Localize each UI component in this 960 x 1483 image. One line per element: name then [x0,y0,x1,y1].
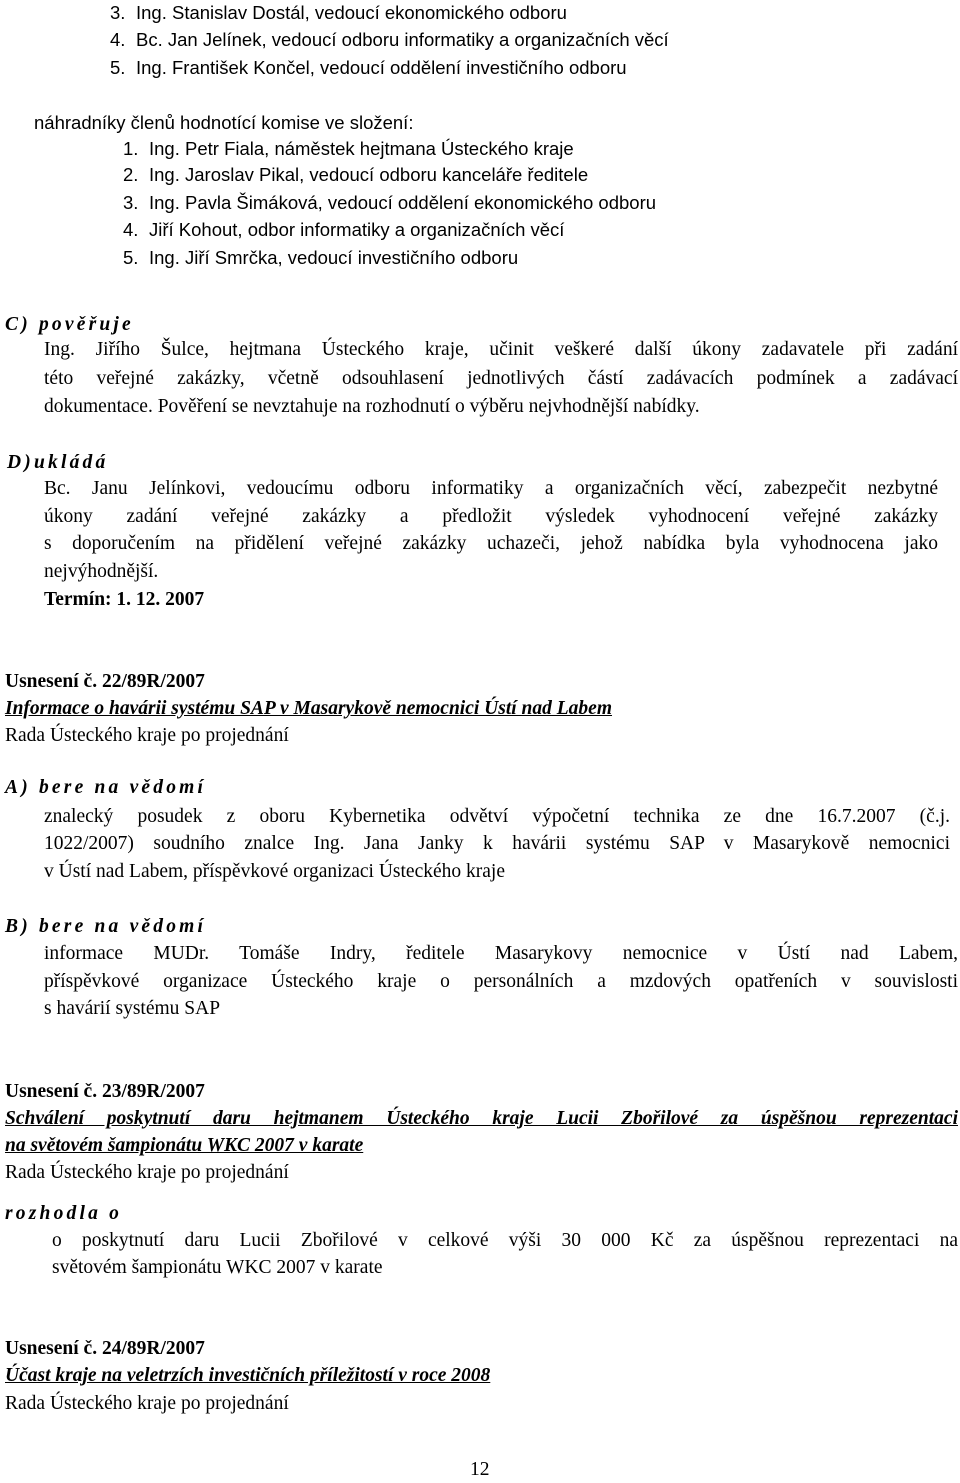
resolution-title: Schválení poskytnutí daru hejtmanem Ústeckého kraje Lucii Zbořilové za úspěšnou reprezentaci [5,1108,958,1129]
list-item [123,190,656,216]
list-number: 5. [123,247,139,268]
list-number: 2. [123,164,139,185]
list-item [123,162,588,188]
resolution-title: na světovém šampionátu WKC 2007 v karate [5,1135,364,1156]
resolution-intro: Rada Ústeckého kraje po projednání [5,1162,289,1183]
list-item [110,0,567,26]
deadline: Termín: 1. 12. 2007 [44,589,205,610]
section-d-line: nejvýhodnější. [44,561,159,582]
section-b-line: příspěvkové organizace Ústeckého kraje o personálních a mzdových opatřeních v souvislosti [44,971,958,992]
list-text: Jiří Kohout, odbor informatiky a organizačních věcí [149,219,565,240]
section-b-line: s havárií systému SAP [44,998,221,1019]
list-number: 3. [110,2,126,23]
list-number: 3. [123,192,139,213]
section-b-line: informace MUDr. Tomáše Indry, ředitele Masarykovy nemocnice v Ústí nad Labem, [44,943,958,964]
list-text: Ing. Stanislav Dostál, vedoucí ekonomického odboru [136,2,567,23]
list-item [123,245,518,271]
list-text: Ing. Jiří Smrčka, vedoucí investičního odboru [149,247,519,268]
section-a-heading: A) bere na vědomí [5,777,207,798]
section-a-line: znalecký posudek z oboru Kybernetika odvětví výpočetní technika ze dne 16.7.2007 (č.j. [44,806,950,827]
list-text: Ing. Jaroslav Pikal, vedoucí odboru kanceláře ředitele [149,164,589,185]
section-c-line: této veřejné zakázky, včetně odsouhlasení jednotlivých částí zadávacích podmínek a zadávací [44,368,958,389]
section-d-line: s doporučením na přidělení veřejné zakázky uchazeči, jehož nabídka byla vyhodnocena jako [44,533,938,554]
page-number: 12 [470,1459,490,1480]
list-text: Ing. Petr Fiala, náměstek hejtmana Ústeckého kraje [149,138,574,159]
decision-heading: rozhodla o [5,1203,123,1224]
decision-line: o poskytnutí daru Lucii Zbořilové v celkové výši 30 000 Kč za úspěšnou reprezentaci na [52,1230,958,1251]
list-text: Ing. Pavla Šimáková, vedoucí oddělení ekonomického odboru [149,192,657,213]
section-a-line: 1022/2007) soudního znalce Ing. Jana Janky k havárii systému SAP v Masarykově nemocnici [44,833,950,854]
resolution-number: Usnesení č. 23/89R/2007 [5,1081,205,1102]
section-b-heading: B) bere na vědomí [5,916,207,937]
list-text: Ing. František Končel, vedoucí oddělení investičního odboru [136,57,627,78]
list-item [123,136,574,162]
resolution-title: Informace o havárii systému SAP v Masarykově nemocnici Ústí nad Labem [5,698,613,719]
resolution-intro: Rada Ústeckého kraje po projednání [5,1393,289,1414]
resolution-title: Účast kraje na veletrzích investičních příležitostí v roce 2008 [5,1365,491,1386]
list-item [123,217,564,243]
resolution-intro: Rada Ústeckého kraje po projednání [5,725,289,746]
section-d-line: úkony zadání veřejné zakázky a předložit výsledek vyhodnocení veřejné zakázky [44,506,938,527]
list-number: 4. [110,29,126,50]
section-a-line: v Ústí nad Labem, příspěvkové organizaci Ústeckého kraje [44,861,505,882]
section-c-heading: C) pověřuje [5,314,134,335]
list-text: Bc. Jan Jelínek, vedoucí odboru informatiky a organizačních věcí [136,29,669,50]
list-item [110,27,669,53]
substitutes-heading: náhradníky členů hodnotící komise ve složení: [34,112,414,133]
list-number: 4. [123,219,139,240]
resolution-number: Usnesení č. 22/89R/2007 [5,671,205,692]
section-d-line: Bc. Janu Jelínkovi, vedoucímu odboru informatiky a organizačních věcí, zabezpečit nezbytné [44,478,938,499]
list-number: 5. [110,57,126,78]
section-c-line: dokumentace. Pověření se nevztahuje na rozhodnutí o výběru nejvhodnější nabídky. [44,396,700,417]
section-c-line: Ing. Jiřího Šulce, hejtmana Ústeckého kraje, učinit veškeré další úkony zadavatele při zadání [44,339,958,360]
resolution-number: Usnesení č. 24/89R/2007 [5,1338,205,1359]
list-number: 1. [123,138,139,159]
list-item [110,55,627,81]
decision-line: světovém šampionátu WKC 2007 v karate [52,1257,383,1278]
section-d-heading: D)ukládá [7,452,109,473]
